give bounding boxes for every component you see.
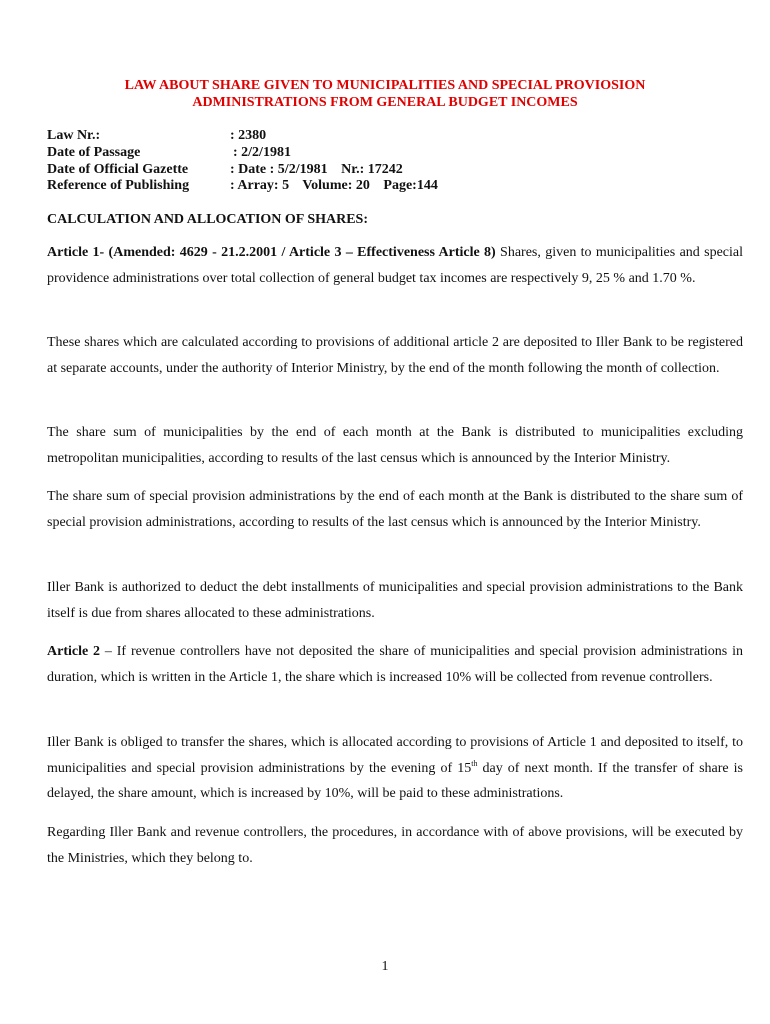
article-1-text: Shares, given to municipalities and special providence administrations over total collection of general budget tax incomes are respectively 9, 25 % and 1.70 %. [47, 245, 743, 286]
article-1-heading: Article 1- (Amended: 4629 - 21.2.2001 / Article 3 – Effectiveness Article 8) [47, 245, 496, 260]
paragraph-procedures: Regarding Iller Bank and revenue controllers, the procedures, in accordance with of above provisions, will be executed by the Ministries, which they belong to. [47, 825, 743, 866]
official-gazette-row [47, 162, 438, 179]
official-gazette-number: Nr.: 17242 [341, 161, 403, 177]
paragraph-deposit: These shares which are calculated according to provisions of additional article 2 are deposited to Iller Bank to be registered at separate accounts, under the authority of Interior Ministry, by the end of the month following the month of collection. [47, 335, 743, 376]
reference-value [230, 178, 438, 195]
official-gazette-value [230, 162, 403, 179]
law-number-value [230, 128, 266, 145]
law-metadata [47, 128, 438, 195]
paragraph-municipalities: The share sum of municipalities by the end of each month at the Bank is distributed to municipalities excluding metropolitan municipalities, according to results of the last census which is announced by the Interior Ministry. [47, 425, 743, 466]
reference-array: : Array: 5 [230, 178, 290, 194]
paragraph-transfer-part-2: day of next month. If the transfer of share is delayed, the share amount, which is increased by 10%, will be paid to these administrations. [47, 760, 743, 801]
date-of-passage-value [230, 145, 291, 162]
official-gazette-label: Date of Official Gazette [47, 161, 189, 177]
title-line-1: LAW ABOUT SHARE GIVEN TO MUNICIPALITIES AND SPECIAL PROVIOSION [124, 78, 646, 93]
article-2-text: – If revenue controllers have not deposited the share of municipalities and special provision administrations in duration, which is written in the Article 1, the share which is increased 10% will be collected from revenue controllers. [47, 644, 744, 685]
ordinal-suffix: th [471, 758, 478, 768]
paragraph-deduction: Iller Bank is authorized to deduct the debt installments of municipalities and special provision administrations to the Bank itself is due from shares allocated to these administrations. [47, 580, 743, 621]
document-title [40, 78, 730, 111]
reference-label: Reference of Publishing [47, 178, 190, 194]
reference-row [47, 178, 438, 195]
date-of-passage-label: Date of Passage [47, 144, 141, 160]
page-number: 1 [381, 959, 389, 974]
paragraph-transfer [47, 730, 743, 807]
article-2-paragraph [47, 639, 743, 690]
article-1-paragraph [47, 240, 743, 291]
law-number-label: Law Nr.: [47, 128, 101, 143]
reference-page: Page:144 [383, 178, 438, 194]
official-gazette-date: : Date : 5/2/1981 [230, 161, 328, 177]
section-heading: CALCULATION AND ALLOCATION OF SHARES: [47, 212, 369, 227]
law-number: : 2380 [230, 128, 267, 143]
paragraph-special-provision: The share sum of special provision administrations by the end of each month at the Bank is distributed to the share sum of special provision administrations, according to results of the last census which is announced by the Interior Ministry. [47, 489, 743, 530]
date-of-passage-row [47, 145, 438, 162]
title-line-2: ADMINISTRATIONS FROM GENERAL BUDGET INCOMES [192, 94, 578, 110]
paragraph-transfer-part-1: Iller Bank is obliged to transfer the shares, which is allocated according to provisions of Article 1 and deposited to itself, to municipalities and special provision administrations by the evening of 15 [47, 735, 743, 776]
article-2-heading: Article 2 [47, 644, 101, 659]
reference-volume: Volume: 20 [302, 178, 370, 194]
date-of-passage: : 2/2/1981 [233, 144, 291, 160]
law-number-row [47, 128, 438, 145]
